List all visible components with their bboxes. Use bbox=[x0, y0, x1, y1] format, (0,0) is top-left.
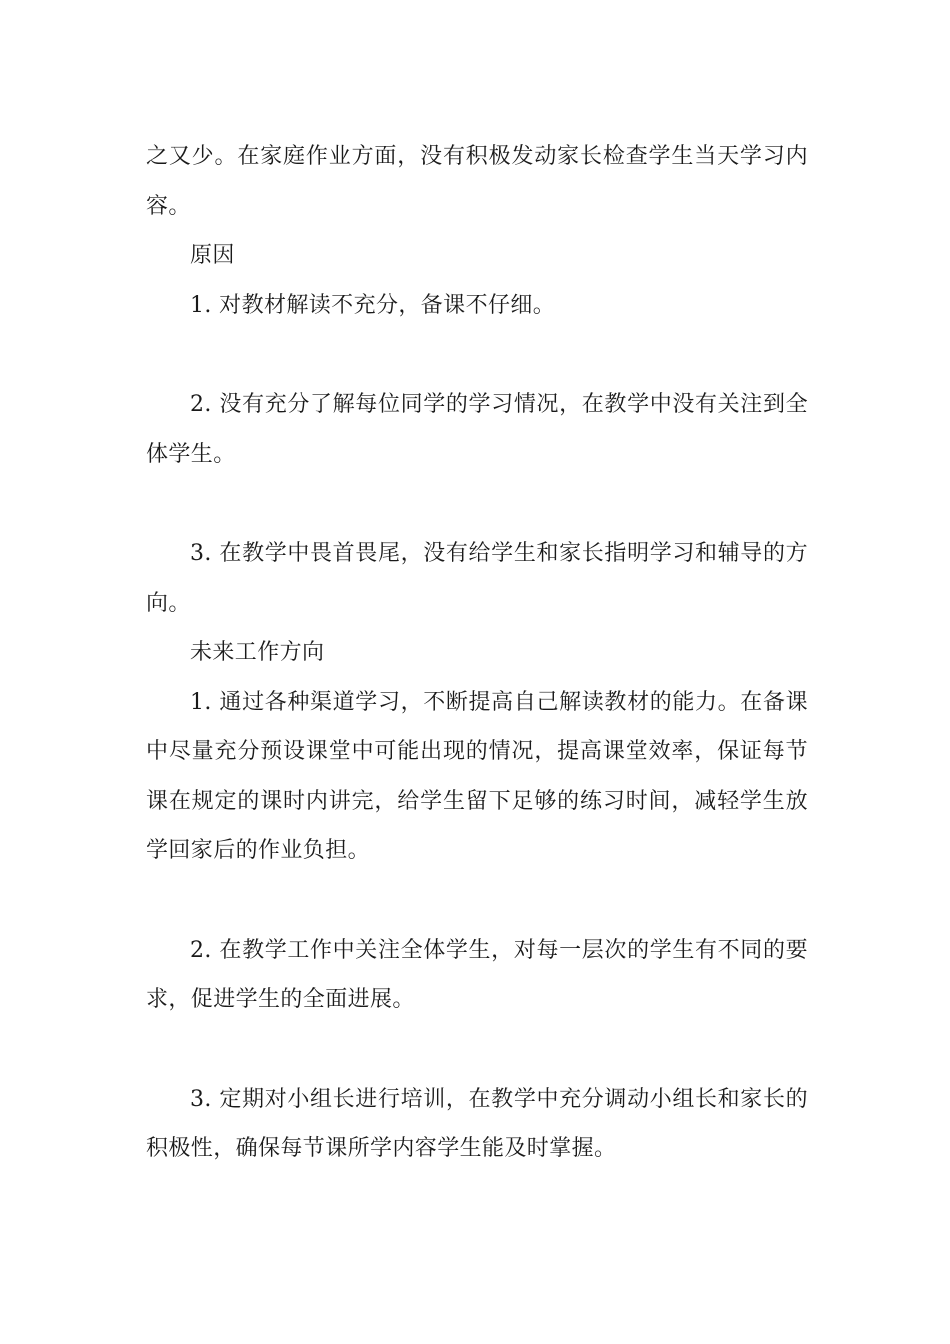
reason-item-3: 3. 在教学中畏首畏尾，没有给学生和家长指明学习和辅导的方向。 bbox=[146, 541, 808, 616]
document-body bbox=[146, 132, 808, 1174]
paragraph-continuation: 之又少。在家庭作业方面，没有积极发动家长检查学生当天学习内容。 bbox=[146, 144, 808, 219]
reason-item-1: 1. 对教材解读不充分，备课不仔细。 bbox=[190, 292, 556, 318]
direction-item-1: 1. 通过各种渠道学习，不断提高自己解读教材的能力。在备课中尽量充分预设课堂中可能出现的情况，提高课堂效率，保证每节课在规定的课时内讲完，给学生留下足够的练习时间，减轻学生放学回家后的作业负担。 bbox=[146, 689, 808, 863]
section-heading-reasons: 原因 bbox=[190, 243, 235, 268]
direction-item-3: 3. 定期对小组长进行培训，在教学中充分调动小组长和家长的积极性，确保每节课所学内容学生能及时掌握。 bbox=[146, 1086, 808, 1161]
section-heading-future-direction: 未来工作方向 bbox=[190, 640, 325, 665]
reason-item-2: 2. 没有充分了解每位同学的学习情况，在教学中没有关注到全体学生。 bbox=[146, 392, 808, 467]
direction-item-2: 2. 在教学工作中关注全体学生，对每一层次的学生有不同的要求，促进学生的全面进展。 bbox=[146, 937, 808, 1012]
